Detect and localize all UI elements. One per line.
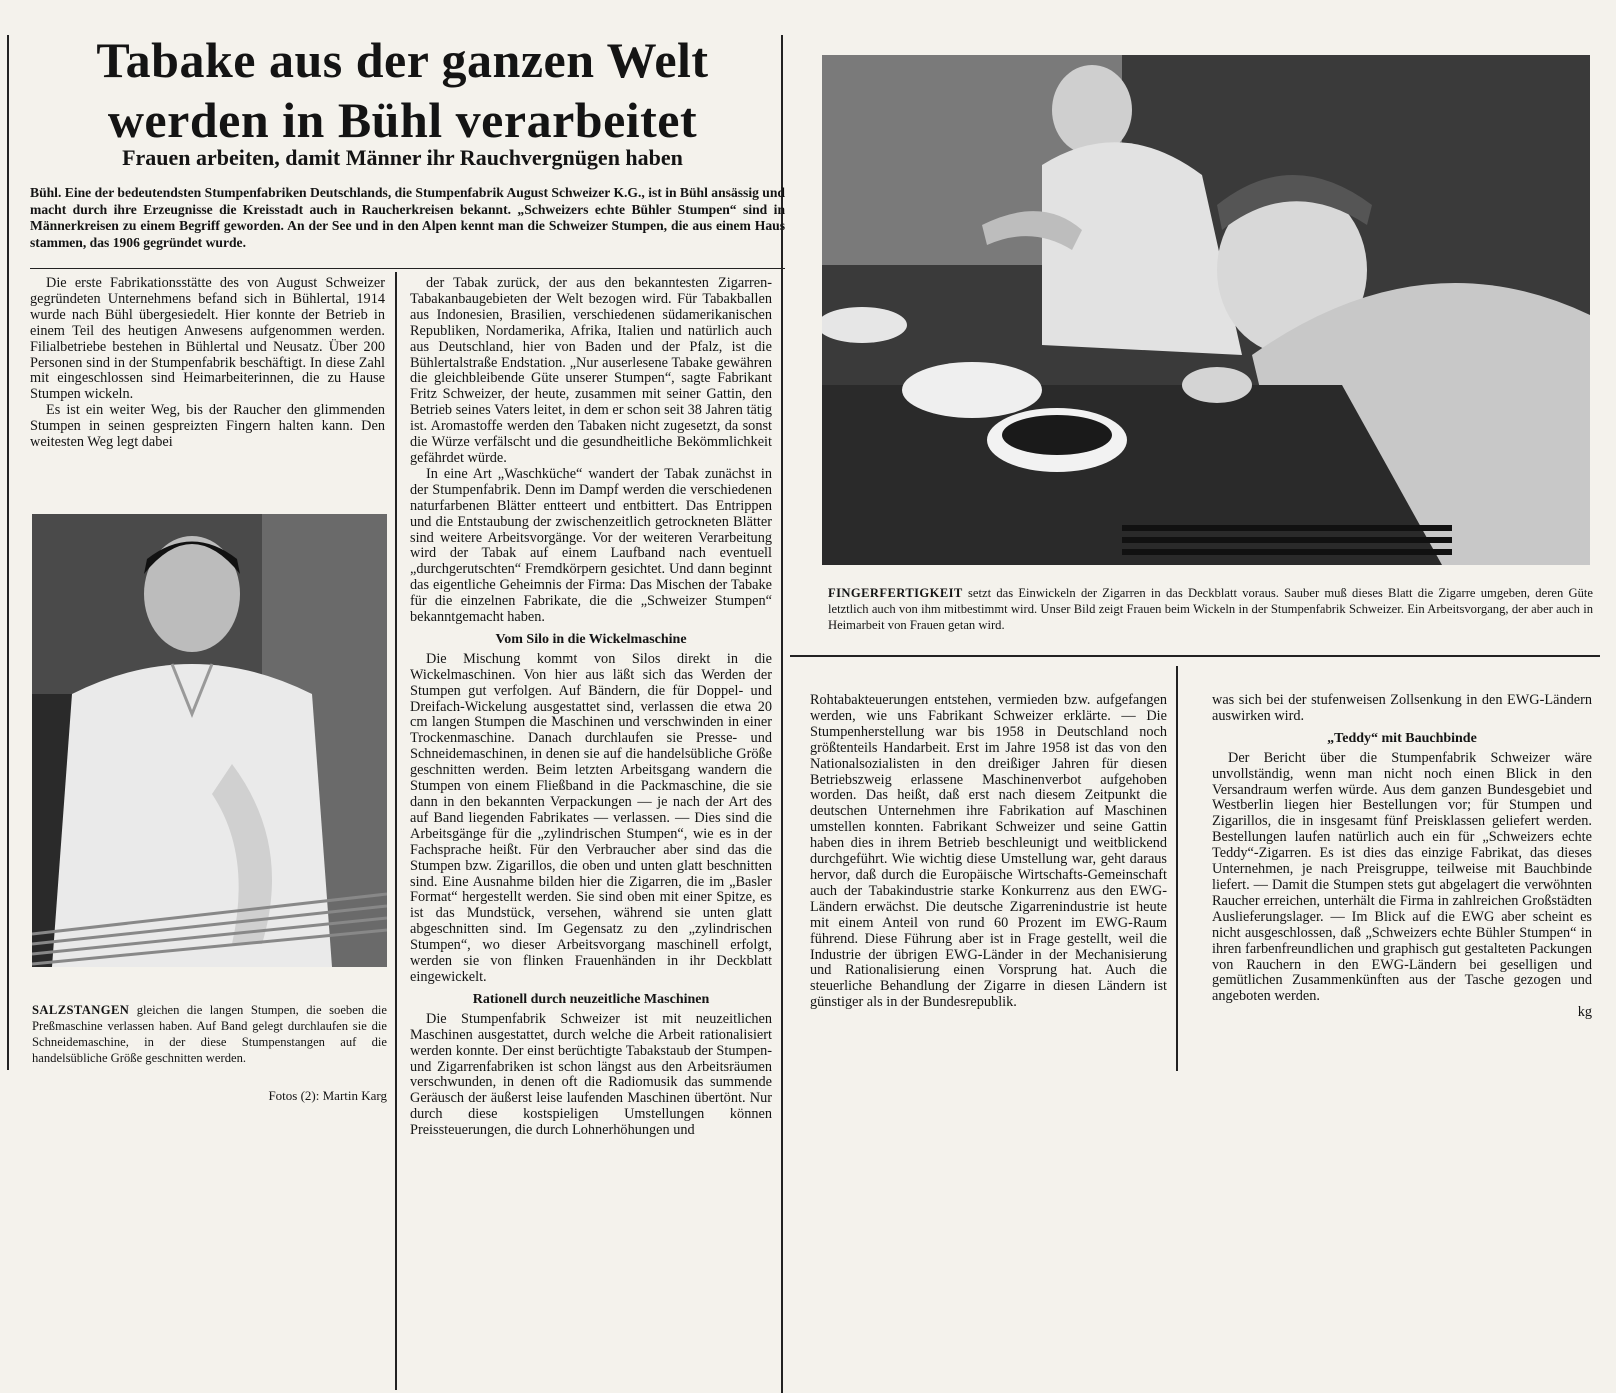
caption-text: setzt das Einwickeln der Zigarren in das Deckblatt voraus. Sauber muß dieses Blatt die Zigarre umgeben, deren Güte letztlich auch von ihm mitbestimmt wird. Unser Bild zeigt Frauen beim Wickeln in der Stumpenfabrik Schweizer. Ein Arbeitsvorgang, der aber auch in Heimarbeit von Frauen getan wird. bbox=[828, 586, 1594, 632]
subhead-maschinen: Rationell durch neuzeitliche Maschinen bbox=[472, 991, 710, 1007]
headline bbox=[20, 30, 785, 150]
photo-credit: Fotos (2): Martin Karg bbox=[268, 1088, 387, 1103]
column-4-paragraph-2: Der Bericht über die Stumpenfabrik Schweizer wäre unvollständig, wenn man nicht noch einen Blick in den Versandraum werfen würde. Aus dem ganzen Bundesgebiet und Westberlin liegen hier Bestellungen vor; für Stumpen und Zigarillos, die in insgesamt fünf Preisklassen geliefert werden. Bestellungen laufen natürlich auch ein für „Schweizers echte Teddy“-Zigarren. Es ist dies das einzige Fabrikat, das dieses Unternehmen, je nach Preisgruppe, teilweise mit Bauchbinde liefert. — Damit die Stumpen stets gut abgelagert die verwöhnten Raucher erreichen, unterhält die Firma in zahlreichen Großstädten Auslieferungslager. — Im Blick auf die EWG aber scheint es nicht ausgeschlossen, daß „Schweizers echte Bühler Stumpen“ in ihren farbenfreundlichen und graphisch gut gestalteten Packungen von Rauchern in den EWG-Ländern bei geselligen und gemütlichen Zusammenkünften aus der Tasche gezogen und angeboten werden. bbox=[1212, 749, 1592, 1005]
column-4 bbox=[1212, 693, 1592, 1021]
photo-fingerfertigkeit-caption bbox=[828, 585, 1593, 633]
caption-lead-word: SALZSTANGEN bbox=[32, 1003, 130, 1017]
subhead-silo: Vom Silo in die Wickelmaschine bbox=[495, 631, 687, 647]
photo-salzstangen-image bbox=[32, 514, 387, 967]
column-2-paragraph-1: der Tabak zurück, der aus den bekanntesten Zigarren-Tabakanbaugebieten der Welt bezogen wird. Für Tabakballen aus Indonesien, Brasilien, verschiedenen südamerikanischen Republiken, Nordamerika, Afrika, Italien und natürlich auch aus Deutschland, hier von Baden und der Pfalz, ist die Bühlertalstraße Endstation. „Nur auserlesene Tabake gewähren die gleichbleibende Güte unserer Stumpen“, sagte Fabrikant Fritz Schweizer, der heute, zusammen mit seiner Gattin, den Betrieb seines Vaters leitet, in dem er schon seit 38 Jahren tätig ist. Aromastoffe werden den Tabaken nicht zugesetzt, da sonst die Würze verfälscht und die gesundheitliche Bekömmlichkeit gefährdet würde. bbox=[410, 275, 772, 466]
left-border-rule bbox=[7, 35, 9, 1070]
photo-fingerfertigkeit bbox=[822, 55, 1590, 565]
photo-right-separator bbox=[790, 655, 1600, 657]
column-2-paragraph-2: In eine Art „Waschküche“ wandert der Tabak zunächst in der Stumpenfabrik. Denn im Dampf werden die verschiedenen naturfarbenen Blätter entteert und entbittert. Das Entrippen und die Entstaubung der zwischenzeitlich getrockneten Blätter sind weitere Arbeitsvorgänge. Vor der weiteren Verarbeitung wird der Tabak auf einem Laufband nach eventuell „durchgerutschten“ Fremdkörpern gesichtet. Und dann beginnt das eigentliche Geheimnis der Firma: Das Mischen der Tabake für die einzelnen Fabrikate, die die „Schweizer Stumpen“ bekanntgemacht haben. bbox=[410, 465, 772, 626]
column-rule-3 bbox=[1176, 666, 1178, 1071]
photo-fingerfertigkeit-image bbox=[822, 55, 1590, 565]
column-1-paragraph-1: Die erste Fabrikationsstätte des von August Schweizer gegründeten Unternehmens befand sich in Bühlertal, 1914 wurde nach Bühl übergesiedelt. Hier konnte der Betrieb in einem Teil des heutigen Anwesens aufgenommen werden. Filialbetriebe bestehen in Bühlertal und Neusatz. Über 200 Personen sind in der Stumpenfabrik beschäftigt. In diese Zahl mit eingeschlossen sind Heimarbeiterinnen, die zu Hause Stumpen wickeln. bbox=[30, 275, 385, 403]
column-4-paragraph-1: was sich bei der stufenweisen Zollsenkung in den EWG-Ländern auswirken wird. bbox=[1212, 692, 1592, 724]
author-signature: kg bbox=[1577, 1004, 1592, 1021]
column-2-paragraph-4: Die Stumpenfabrik Schweizer ist mit neuzeitlichen Maschinen ausgestattet, durch welche die Arbeit rationalisiert werden konnte. Der einst berüchtigte Tabakstaub der Stumpen- und Zigarrenfabriken ist schon längst aus den Arbeitsräumen verschwunden, in denen oft die Radiomusik das summende Geräusch der äußerst leise laufenden Maschinen übertönt. Nur durch diese kostspieligen Umstellungen können Preissteuerungen, die durch Lohnerhöhungen und bbox=[410, 1010, 772, 1139]
subheadline: Frauen arbeiten, damit Männer ihr Rauchvergnügen haben bbox=[122, 145, 683, 170]
lead-separator bbox=[30, 268, 785, 269]
column-2 bbox=[410, 276, 772, 1139]
lead-paragraph: Bühl. Eine der bedeutendsten Stumpenfabriken Deutschlands, die Stumpenfabrik August Schweizer K.G., ist in Bühl ansässig und macht durch ihre Erzeugnisse die Kreisstadt auch in Raucherkreisen bekannt. „Schweizers echte Bühler Stumpen“ sind in Männerkreisen zu einem Begriff geworden. An der See und in den Alpen kennt man die Schweizer Stumpen, die aus einem Haus stammen, das 1906 gegründet wurde. bbox=[30, 185, 785, 250]
column-rule-1 bbox=[395, 272, 397, 1390]
column-3-paragraph-1: Rohtabakteuerungen entstehen, vermieden bzw. aufgefangen werden, wie uns Fabrikant Schweizer erklärte. — Die Stumpenherstellung war bis 1958 in Deutschland noch größtenteils Handarbeit. Erst im Jahre 1958 ist das von den Nationalsozialisten in den dreißiger Jahren für diesen Betriebszweig erlassene Maschinenverbot aufgehoben worden. Das heißt, daß erst nach diesem Zeitpunkt die deutschen Unternehmen ihre Fabrikation auf Maschinen umstellen konnten. Fabrikant Schweizer und seine Gattin haben dies in ihrem Betrieb beschleunigt und weitblickend durchgeführt. Wie wichtig diese Umstellung war, geht daraus hervor, daß durch die Europäische Wirtschafts-Gemeinschaft auch der Tabakindustrie starke Konkurrenz aus den EWG-Ländern erwächst. Die deutsche Zigarrenindustrie ist heute mit einem Anteil von rund 60 Prozent im EWG-Raum führend. Diese Führung aber ist in Frage gestellt, weil die Industrie der übrigen EWG-Länder in der Mechanisierung und Rationalisierung einen Vorsprung hat. Auch die steuerliche Behandlung der Zigarre in diesen Ländern ist günstiger als in der Bundesrepublik. bbox=[810, 692, 1167, 1011]
column-3 bbox=[810, 693, 1167, 1011]
column-1-paragraph-2: Es ist ein weiter Weg, bis der Raucher den glimmenden Stumpen in seinen gespreizten Fingern halten kann. Den weitesten Weg legt dabei bbox=[30, 402, 385, 451]
photo-salzstangen-caption bbox=[32, 1002, 387, 1066]
caption-lead-word: FINGERFERTIGKEIT bbox=[828, 586, 963, 600]
column-1 bbox=[30, 276, 385, 451]
headline-line-1: Tabake aus der ganzen Welt bbox=[96, 32, 709, 88]
subhead-teddy: „Teddy“ mit Bauchbinde bbox=[1327, 730, 1477, 746]
photo-salzstangen bbox=[32, 514, 387, 967]
column-2-paragraph-3: Die Mischung kommt von Silos direkt in die Wickelmaschinen. Von hier aus läßt sich das Werden der Stumpen gut verfolgen. Auf Bändern, die für Doppel- und Dreifach-Wickelung ausgestattet sind, verlassen die etwa 20 cm langen Stumpen die Maschinen und verschwinden in einer Trockenmaschine. Danach durchlaufen sie Presse- und Schneidemaschinen, in denen sie auf die handelsübliche Größe geschnitten werden. Beim letzten Arbeitsgang wandern die Stumpen von einem Fließband in die Packmaschine, die sie dann in den bekannten Verpackungen — je nach der Art des auf Band liegenden Fabrikates — verlassen. — Dies sind die Arbeitsgänge für die „zylindrischen Stumpen“, wie es in der Fachsprache heißt. Für den Verbraucher aber sind das die Stumpen bzw. Zigarillos, die oben und unten glatt beschnitten sind. Eine Ausnahme bilden hier die Zigarren, die im „Basler Format“ hergestellt werden. Sie sind oben mit einer Spitze, es ist das Mundstück, versehen, während sie unten glatt abgeschnitten sind. Im Gegensatz zu den „zylindrischen Stumpen“, wo dieser Arbeitsvorgang maschinell erfolgt, werden sie von flinken Frauenhänden in ihr Deckblatt eingewickelt. bbox=[410, 650, 772, 985]
caption-text: gleichen die langen Stumpen, die soeben die Preßmaschine verlassen haben. Auf Band gelegt durchlaufen sie die Schneidemaschine, in der diese Stumpenstangen auf die handelsübliche Größe geschnitten werden. bbox=[32, 1003, 387, 1065]
headline-line-2: werden in Bühl verarbeitet bbox=[107, 92, 698, 148]
